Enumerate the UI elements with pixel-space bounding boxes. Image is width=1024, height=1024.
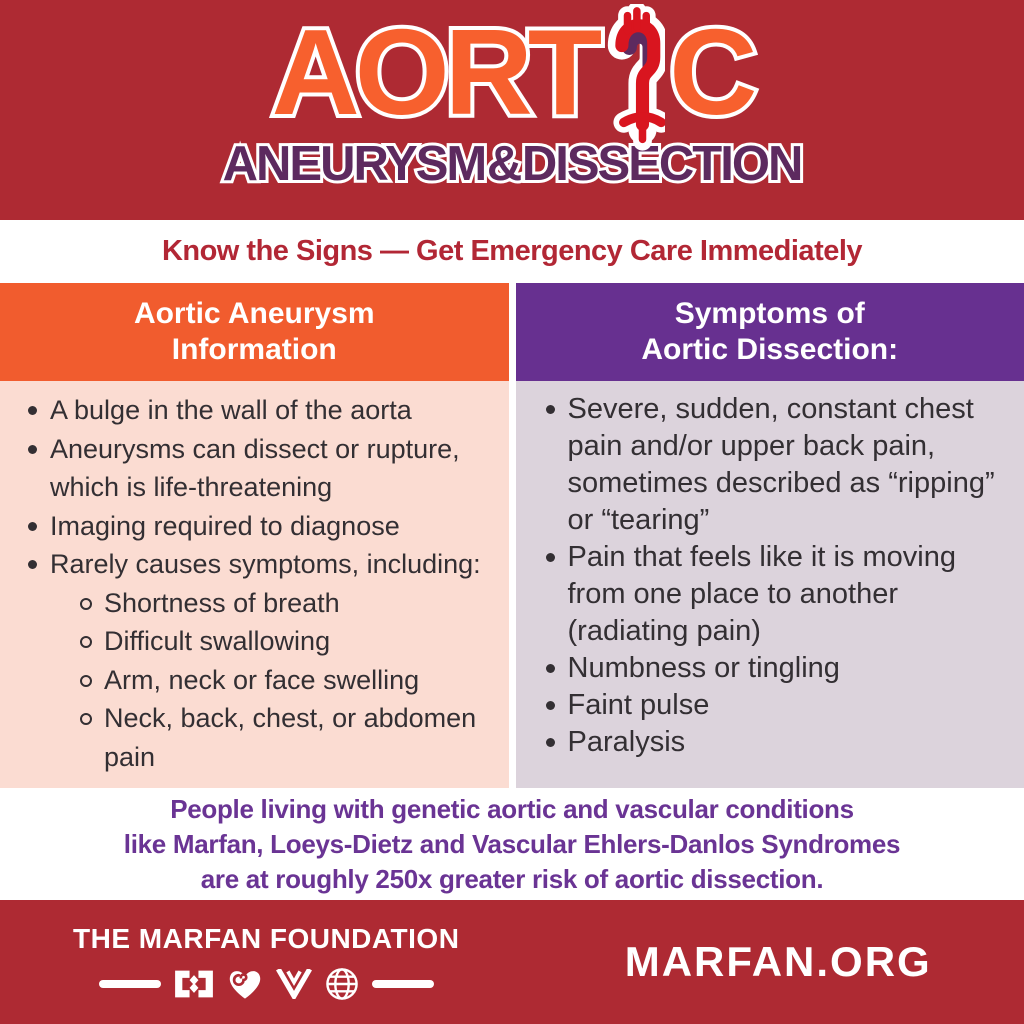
list-item	[72, 622, 501, 661]
risk-note	[0, 788, 1024, 900]
website-url: MARFAN.ORG	[624, 938, 932, 985]
risk-note-line1: People living with genetic aortic and vascular conditions	[170, 793, 854, 824]
bullet-text: Neck, back, chest, or abdomen pain	[104, 703, 477, 772]
bullet-text: Paralysis	[567, 726, 686, 758]
list-item	[534, 650, 1019, 687]
bullet-text: Numbness or tingling	[567, 652, 840, 684]
bullet-text: Severe, sudden, constant chest pain and/or upper back pain, sometimes described as “ripping” or “tearing”	[567, 393, 995, 536]
veds-icon	[276, 969, 312, 999]
bullet-text: Pain that feels like it is moving from one place to another (radiating pain)	[567, 541, 956, 647]
aneurysm-header-line1: Aortic Aneurysm	[133, 297, 375, 330]
bullet-text: Shortness of breath	[104, 587, 340, 618]
signs-banner-text: Know the Signs — Get Emergency Care Immediately	[161, 235, 863, 267]
list-item	[16, 430, 501, 507]
risk-note-line3: are at roughly 250x greater risk of aortic dissection.	[200, 863, 824, 894]
dissection-column-header	[516, 283, 1024, 381]
dissection-bullet-list	[534, 391, 1019, 761]
bullet-text: Faint pulse	[567, 689, 710, 721]
aneurysm-symptom-sublist	[72, 584, 501, 777]
heart-swirl-icon	[227, 968, 263, 1000]
dissection-header-line2: Aortic Dissection:	[641, 333, 899, 366]
list-item	[72, 661, 501, 700]
aneurysm-column-body	[0, 381, 509, 788]
bullet-text: Rarely causes symptoms, including:	[50, 549, 481, 579]
dissection-column-body	[516, 381, 1024, 788]
list-item	[534, 391, 1019, 539]
globe-icon	[325, 967, 359, 1001]
list-item	[16, 545, 501, 584]
bullet-text: Difficult swallowing	[104, 626, 331, 656]
main-title	[271, 4, 753, 146]
aorta-icon	[605, 4, 665, 164]
info-columns	[0, 283, 1024, 788]
list-item	[16, 507, 501, 546]
dissection-header-line1: Symptoms of	[674, 297, 865, 330]
title-text-c: C	[669, 4, 753, 140]
title-banner	[0, 0, 1024, 220]
aneurysm-column	[0, 283, 509, 788]
footer-org-block	[0, 923, 532, 1001]
bullet-text: Aneurysms can dissect or rupture, which is life-threatening	[50, 433, 460, 502]
org-name: THE MARFAN FOUNDATION	[73, 923, 460, 954]
risk-note-line2: like Marfan, Loeys-Dietz and Vascular Ehlers-Danlos Syndromes	[123, 828, 901, 859]
bullet-text: A bulge in the wall of the aorta	[50, 395, 412, 425]
list-item	[534, 539, 1019, 650]
divider-line	[372, 980, 434, 988]
list-item	[72, 584, 501, 623]
subtitle: ANEURYSM & DISSECTION	[222, 137, 802, 191]
dissection-column	[516, 283, 1024, 788]
title-text-aort: AORT	[271, 4, 598, 140]
list-item	[72, 699, 501, 776]
list-item	[534, 687, 1019, 724]
marfan-logo-icon	[174, 969, 214, 999]
bullet-text: Imaging required to diagnose	[50, 510, 400, 541]
footer-icon-row	[99, 967, 434, 1001]
list-item	[16, 391, 501, 430]
aneurysm-bullet-list	[16, 391, 501, 584]
signs-banner	[0, 220, 1024, 283]
list-item	[534, 724, 1019, 761]
footer-url-block	[532, 938, 1024, 986]
divider-line	[99, 980, 161, 988]
aneurysm-header-line2: Information	[171, 333, 337, 366]
aneurysm-column-header	[0, 283, 509, 381]
footer	[0, 900, 1024, 1024]
bullet-text: Arm, neck or face swelling	[104, 664, 420, 695]
